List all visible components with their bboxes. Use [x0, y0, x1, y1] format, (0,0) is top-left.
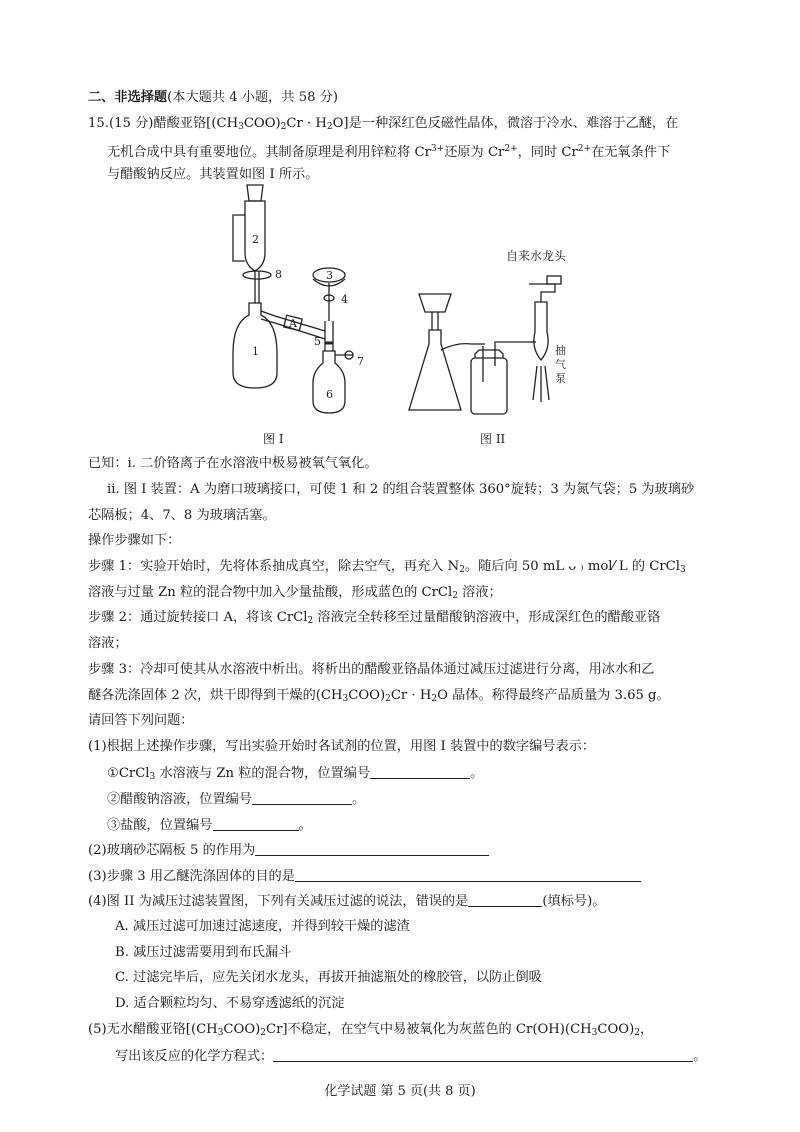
text: 在无氧条件下 [591, 145, 671, 160]
subscript: 3 [591, 1028, 598, 1038]
text: COO) [597, 1022, 635, 1037]
q3 [88, 867, 641, 885]
text: 无机合成中具有重要地位。其制备原理是利用锌粒将 Cr [107, 145, 431, 160]
section-header [88, 89, 338, 106]
q5-line2 [115, 1047, 706, 1065]
text: 还原为 Cr [444, 145, 505, 160]
q1-part-c [107, 816, 312, 834]
question-score: (15 分) [108, 116, 154, 131]
text: (4)图 II 为减压过滤装置图，下列有关减压过滤的说法，错误的是 [88, 894, 469, 909]
step1-line2 [88, 584, 502, 605]
answer-blank-5[interactable] [273, 1047, 693, 1062]
subscript: 2 [452, 591, 458, 601]
answer-prompt: 请回答下列问题： [88, 713, 194, 728]
subscript: 2 [280, 122, 287, 132]
label-6: 6 [326, 388, 333, 401]
text: Cr · H [390, 688, 432, 703]
text: ， [640, 1022, 654, 1037]
question-number: 15. [88, 116, 109, 131]
q15-intro-line1 [88, 115, 678, 136]
step3-line2 [88, 687, 670, 708]
text: ①CrCl [107, 766, 150, 781]
subscript: 2 [431, 694, 438, 704]
subscript: 2 [459, 565, 465, 575]
subscript: 2 [385, 694, 391, 704]
steps-title: 操作步骤如下： [88, 533, 181, 548]
text: Cr]不稳定，在空气中易被氧化为灰蓝色的 Cr(OH)(CH [266, 1022, 592, 1037]
text: COO) [243, 116, 281, 131]
text: O 晶体。称得最终产品质量为 3.65 g。 [437, 688, 670, 703]
q1-stem: (1)根据上述操作步骤，写出实验开始时各试剂的位置，用图 I 装置中的数字编号表示： [88, 739, 596, 754]
superscript: 2+ [504, 144, 518, 154]
text: 步骤 2：通过旋转接口 A，将该 CrCl [88, 610, 308, 625]
q15-intro-line3: 与醋酸钠反应。其装置如图 I 所示。 [107, 167, 319, 182]
step1-line1 [88, 558, 686, 579]
known-ii-line1: ⅱ. 图 I 装置：A 为磨口玻璃接口，可使 1 和 2 的组合装置整体 360°旋转；3 为氮气袋；5 为玻璃砂 [107, 482, 695, 497]
subscript: 2 [307, 616, 314, 626]
subscript: 3 [149, 772, 156, 782]
label-3: 3 [326, 269, 333, 282]
text: 。随后向 50 mL [464, 559, 569, 574]
subscript: 2 [326, 122, 333, 132]
step2-line2: 溶液； [88, 636, 128, 651]
label-2: 2 [252, 233, 259, 246]
label-7: 7 [357, 355, 364, 368]
text: 。 [470, 766, 484, 781]
q1-part-b [107, 790, 365, 808]
answer-blank-1a[interactable] [370, 764, 470, 779]
known-ii-line2: 芯隔板；4、7、8 为玻璃活塞。 [88, 508, 276, 523]
text: 溶液与过量 Zn 粒的混合物中加入少量盐酸，形成蓝色的 CrCl [88, 585, 453, 600]
text: ③盐酸，位置编号 [107, 818, 213, 833]
text: ②醋酸钠溶液，位置编号 [107, 792, 253, 807]
q2 [88, 841, 489, 859]
text: (5)无水醋酸亚铬[(CH [88, 1022, 218, 1037]
q4-option-c: C. 过滤完毕后，应先关闭水龙头，再拔开抽滤瓶处的橡胶管，以防止倒吸 [115, 970, 542, 985]
text: 的 CrCl [627, 559, 680, 574]
text: O]是一种深红色反磁性晶体，微溶于冷水、难溶于乙醚，在 [332, 116, 679, 131]
step3-line1: 步骤 3：冷却可使其从水溶液中析出。将析出的醋酸亚铬晶体通过减压过滤进行分离，用冰水和乙 [88, 662, 655, 677]
subscript: 2 [260, 1028, 267, 1038]
pump-label-1: 抽 [555, 344, 566, 357]
pump-label-3: 泵 [555, 372, 566, 385]
label-1: 1 [252, 345, 259, 358]
q4-option-a: A. 减压过滤可加速过滤速度，并得到较干燥的滤渣 [115, 919, 410, 934]
text: COO) [348, 688, 386, 703]
text: 写出该反应的化学方程式： [115, 1049, 274, 1064]
superscript: 3+ [430, 144, 445, 154]
q4-option-d: D. 适合颗粒均匀、不易穿透滤纸的沉淀 [115, 996, 345, 1011]
tap-label: 自来水龙头 [506, 249, 567, 263]
answer-blank-3[interactable] [295, 867, 641, 882]
label-A: A [289, 317, 297, 330]
q5-line1 [88, 1021, 653, 1042]
q15-intro-line2 [107, 141, 670, 161]
text: (填标号)。 [542, 894, 606, 909]
figure-2-apparatus [405, 262, 585, 422]
answer-blank-2[interactable] [255, 841, 489, 856]
text: (3)步骤 3 用乙醚洗涤固体的目的是 [88, 869, 295, 884]
unit-text: ᴗ ₎ mol⁄ L [568, 559, 628, 574]
label-5: 5 [314, 335, 321, 348]
text: 。 [352, 792, 366, 807]
text: 步骤 1：实验开始时，先将体系抽成真空，除去空气，再充入 N [88, 559, 460, 574]
text: COO) [223, 1022, 261, 1037]
text: 醚各洗涤固体 2 次，烘干即得到干燥的(CH [88, 688, 343, 703]
page-footer: 化学试题 第 5 页(共 8 页) [324, 1084, 476, 1099]
q4-option-b: B. 减压过滤需要用到布氏漏斗 [115, 945, 292, 960]
label-4: 4 [341, 293, 348, 306]
figure-1-apparatus [225, 183, 385, 415]
text: ，同时 Cr [517, 145, 578, 160]
text: 溶液； [457, 585, 502, 600]
subscript: 3 [238, 122, 244, 132]
step2-line1 [88, 609, 660, 630]
text: (2)玻璃砂芯隔板 5 的作用为 [88, 843, 256, 858]
text: Cr · H [286, 116, 327, 131]
text: 。 [298, 818, 312, 833]
q1-part-a [107, 764, 483, 786]
label-8: 8 [275, 268, 282, 281]
superscript: 2+ [577, 144, 592, 154]
text: 醋酸亚铬[(CH [153, 116, 239, 131]
text: 。 [693, 1049, 707, 1064]
subscript: 3 [217, 1028, 224, 1038]
known-i: 已知：ⅰ. 二价铬离子在水溶液中极易被氧气氧化。 [88, 456, 378, 471]
answer-blank-1c[interactable] [213, 816, 299, 831]
answer-blank-4[interactable] [468, 892, 542, 907]
text: 水溶液与 Zn 粒的混合物，位置编号 [155, 766, 371, 781]
figure-1-caption: 图 I [263, 432, 284, 446]
subscript: 3 [679, 565, 686, 575]
text: 溶液完全转移至过量醋酸钠溶液中，形成深红色的醋酸亚铬 [313, 610, 661, 625]
answer-blank-1b[interactable] [252, 790, 352, 805]
subscript: 2 [634, 1028, 640, 1038]
q4-stem [88, 892, 605, 910]
pump-label-2: 气 [555, 358, 566, 371]
section-title: 二、非选择题 [88, 90, 168, 105]
figure-2-caption: 图 II [480, 432, 506, 446]
subscript: 3 [342, 694, 349, 704]
section-note: (本大题共 4 小题，共 58 分) [167, 90, 339, 105]
